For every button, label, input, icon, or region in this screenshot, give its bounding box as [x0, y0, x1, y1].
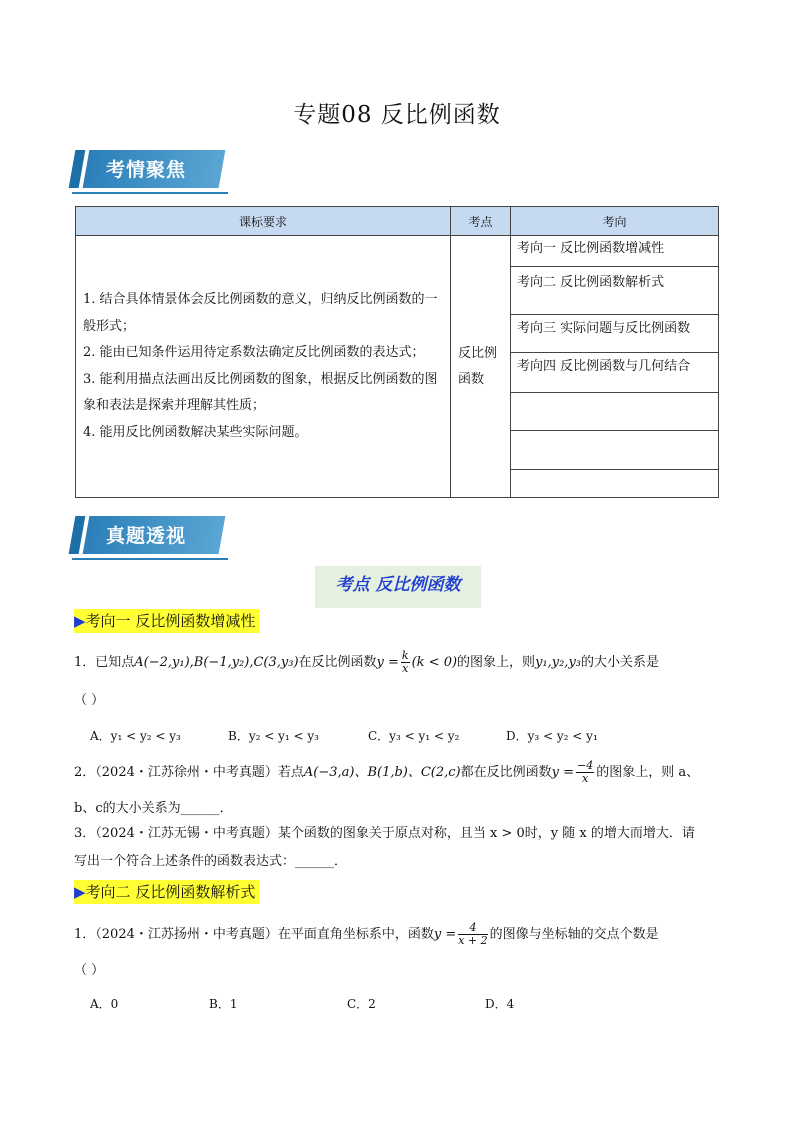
question-2-line-2: b、c的大小关系为______．: [74, 801, 233, 816]
direction-heading-label: 考向一 反比例函数增减性: [85, 612, 256, 630]
numerator: k: [401, 649, 409, 662]
direction-heading-1: [74, 609, 259, 633]
direction-cell: 考向一 反比例函数增减性: [511, 236, 719, 267]
requirement-item: 4. 能用反比例函数解决某些实际问题。: [83, 424, 308, 440]
question-text: 在反比例函数: [298, 655, 377, 670]
math-expression: y =: [551, 765, 575, 780]
math-points: A(−2,y₁),B(−1,y₂),C(3,y₃): [134, 655, 299, 670]
options-1: [90, 727, 598, 744]
math-points: A(−3,a)、B(1,b)、C(2,c): [303, 765, 461, 780]
section-banner-overview: [72, 150, 228, 194]
question-text: 的图象上，则: [457, 655, 536, 670]
direction-heading-label: 考向二 反比例函数解析式: [85, 883, 256, 901]
table-header: 考向: [511, 207, 719, 236]
option-c[interactable]: C．y₃ < y₁ < y₂: [368, 729, 460, 743]
options-4: [90, 995, 514, 1012]
question-3: 3．（2024・江苏无锡・中考真题）某个函数的图象关于原点对称，且当 x > 0时，y 随 x 的增大而增大．请: [74, 826, 695, 841]
option-a[interactable]: A．0: [90, 997, 119, 1011]
question-1: [74, 650, 734, 675]
banner-label: 考情聚焦: [106, 159, 187, 181]
option-c[interactable]: C．2: [347, 997, 376, 1011]
option-d[interactable]: D．y₃ < y₂ < y₁: [506, 729, 598, 743]
option-b[interactable]: B．1: [209, 997, 238, 1011]
question-text: 的图像与坐标轴的交点个数是: [489, 927, 659, 942]
question-text: 1．（2024・江苏扬州・中考真题）在平面直角坐标系中，函数: [74, 927, 434, 942]
question-2: [74, 760, 734, 785]
option-b[interactable]: B．y₂ < y₁ < y₃: [228, 729, 319, 743]
topic-heading: 考点 反比例函数: [315, 566, 481, 608]
table-header: 考点: [451, 207, 511, 236]
denominator: x + 2: [458, 934, 488, 947]
math-expression: y =: [433, 927, 457, 942]
math-expression: y₁,y₂,y₃: [535, 655, 581, 670]
question-4: [74, 922, 734, 947]
fraction: [458, 922, 487, 947]
topic-label: 反比例函数: [458, 345, 498, 387]
math-expression: (k < 0): [411, 655, 458, 670]
requirement-item: 3. 能利用描点法画出反比例函数的图象，根据反比例函数的图象和表法是探索并理解其性质；: [83, 371, 438, 413]
option-a[interactable]: A．y₁ < y₂ < y₃: [90, 729, 181, 743]
numerator: 4: [458, 922, 487, 935]
answer-parens: （ ）: [74, 693, 105, 708]
denominator: x: [402, 662, 409, 675]
direction-cell: [511, 393, 719, 431]
requirement-item: 2. 能由已知条件运用待定系数法确定反比例函数的表达式；: [83, 345, 425, 360]
denominator: x: [582, 772, 589, 785]
table-header: 课标要求: [76, 207, 451, 236]
direction-cell: 考向四 反比例函数与几何结合: [511, 353, 719, 393]
curriculum-table: [75, 206, 719, 498]
direction-cell: 考向三 实际问题与反比例函数: [511, 315, 719, 353]
option-d[interactable]: D．4: [485, 997, 515, 1011]
fraction: [401, 650, 410, 675]
question-3-line-2: 写出一个符合上述条件的函数表达式：______．: [74, 854, 348, 869]
direction-heading-2: [74, 880, 259, 904]
direction-cell: [511, 431, 719, 470]
question-text: 的图象上，则 a、: [596, 765, 700, 780]
question-text: 1．已知点: [74, 655, 135, 670]
fraction: [576, 760, 594, 785]
requirement-item: 1. 结合具体情景体会反比例函数的意义，归纳反比例函数的一般形式；: [83, 292, 438, 334]
triangle-icon: ▶: [74, 612, 86, 630]
topic-cell: [451, 236, 511, 498]
section-banner-exam: [72, 516, 228, 560]
requirements-cell: [76, 236, 451, 498]
answer-parens: （ ）: [74, 963, 105, 978]
question-text: 2．（2024・江苏徐州・中考真题）若点: [74, 765, 304, 780]
numerator: −4: [577, 759, 594, 772]
direction-cell: 考向二 反比例函数解析式: [511, 267, 719, 315]
direction-cell: [511, 470, 719, 498]
math-expression: y =: [376, 655, 399, 670]
question-text: 都在反比例函数: [460, 765, 552, 780]
triangle-icon: ▶: [74, 883, 86, 901]
banner-label: 真题透视: [106, 525, 187, 547]
page-title: 专题08 反比例函数: [293, 102, 501, 128]
question-text: 的大小关系是: [581, 655, 660, 670]
